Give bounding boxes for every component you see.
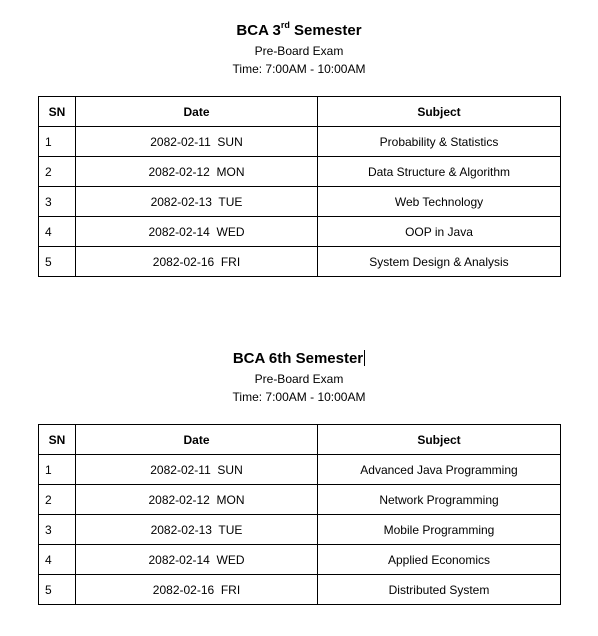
exam-section-bca-3rd bbox=[0, 20, 598, 269]
exam-section-bca-6th bbox=[0, 348, 598, 597]
cell-sn: 2 bbox=[39, 485, 76, 515]
header-date: Date bbox=[76, 97, 318, 127]
table-header-row bbox=[39, 425, 561, 455]
section-title bbox=[0, 20, 598, 42]
cell-date: 2082-02-14 WED bbox=[76, 217, 318, 247]
title-rest: Semester bbox=[289, 22, 362, 39]
cell-sn: 1 bbox=[39, 455, 76, 485]
cell-date: 2082-02-13 TUE bbox=[76, 187, 318, 217]
table-row bbox=[39, 157, 561, 187]
title-main: BCA 6th Semester bbox=[232, 350, 364, 367]
cell-date: 2082-02-13 TUE bbox=[76, 515, 318, 545]
header-sn: SN bbox=[39, 425, 76, 455]
cell-sn: 1 bbox=[39, 127, 76, 157]
table-row bbox=[39, 217, 561, 247]
table-row bbox=[39, 575, 561, 605]
cell-date: 2082-02-12 MON bbox=[76, 157, 318, 187]
cell-subject: Network Programming bbox=[318, 485, 561, 515]
title-superscript: rd bbox=[280, 20, 290, 30]
cell-date: 2082-02-16 FRI bbox=[76, 575, 318, 605]
table-row bbox=[39, 455, 561, 485]
cell-date: 2082-02-11 SUN bbox=[76, 127, 318, 157]
cell-subject: Distributed System bbox=[318, 575, 561, 605]
table-row bbox=[39, 485, 561, 515]
text-cursor bbox=[364, 350, 365, 366]
cell-subject: Data Structure & Algorithm bbox=[318, 157, 561, 187]
section-title[interactable] bbox=[0, 348, 598, 370]
cell-sn: 3 bbox=[39, 187, 76, 217]
cell-subject: OOP in Java bbox=[318, 217, 561, 247]
cell-date: 2082-02-14 WED bbox=[76, 545, 318, 575]
cell-subject: Web Technology bbox=[318, 187, 561, 217]
cell-date: 2082-02-12 MON bbox=[76, 485, 318, 515]
cell-sn: 3 bbox=[39, 515, 76, 545]
cell-sn: 4 bbox=[39, 217, 76, 247]
exam-time: Time: 7:00AM - 10:00AM bbox=[232, 390, 366, 404]
table-row bbox=[39, 515, 561, 545]
cell-subject: Applied Economics bbox=[318, 545, 561, 575]
exam-subtitle: Pre-Board Exam bbox=[254, 372, 344, 386]
cell-date: 2082-02-16 FRI bbox=[76, 247, 318, 277]
cell-sn: 4 bbox=[39, 545, 76, 575]
cell-sn: 2 bbox=[39, 157, 76, 187]
cell-subject: System Design & Analysis bbox=[318, 247, 561, 277]
exam-subtitle: Pre-Board Exam bbox=[254, 44, 344, 58]
cell-sn: 5 bbox=[39, 575, 76, 605]
table-row bbox=[39, 545, 561, 575]
header-subject: Subject bbox=[318, 425, 561, 455]
cell-date: 2082-02-11 SUN bbox=[76, 455, 318, 485]
schedule-table bbox=[38, 96, 561, 277]
header-date: Date bbox=[76, 425, 318, 455]
cell-subject: Probability & Statistics bbox=[318, 127, 561, 157]
cell-subject: Advanced Java Programming bbox=[318, 455, 561, 485]
title-main: BCA 3 bbox=[236, 22, 281, 39]
cell-sn: 5 bbox=[39, 247, 76, 277]
table-header-row bbox=[39, 97, 561, 127]
table-row bbox=[39, 247, 561, 277]
table-row bbox=[39, 127, 561, 157]
exam-time: Time: 7:00AM - 10:00AM bbox=[232, 62, 366, 76]
header-subject: Subject bbox=[318, 97, 561, 127]
table-row bbox=[39, 187, 561, 217]
header-sn: SN bbox=[39, 97, 76, 127]
cell-subject: Mobile Programming bbox=[318, 515, 561, 545]
schedule-table bbox=[38, 424, 561, 605]
